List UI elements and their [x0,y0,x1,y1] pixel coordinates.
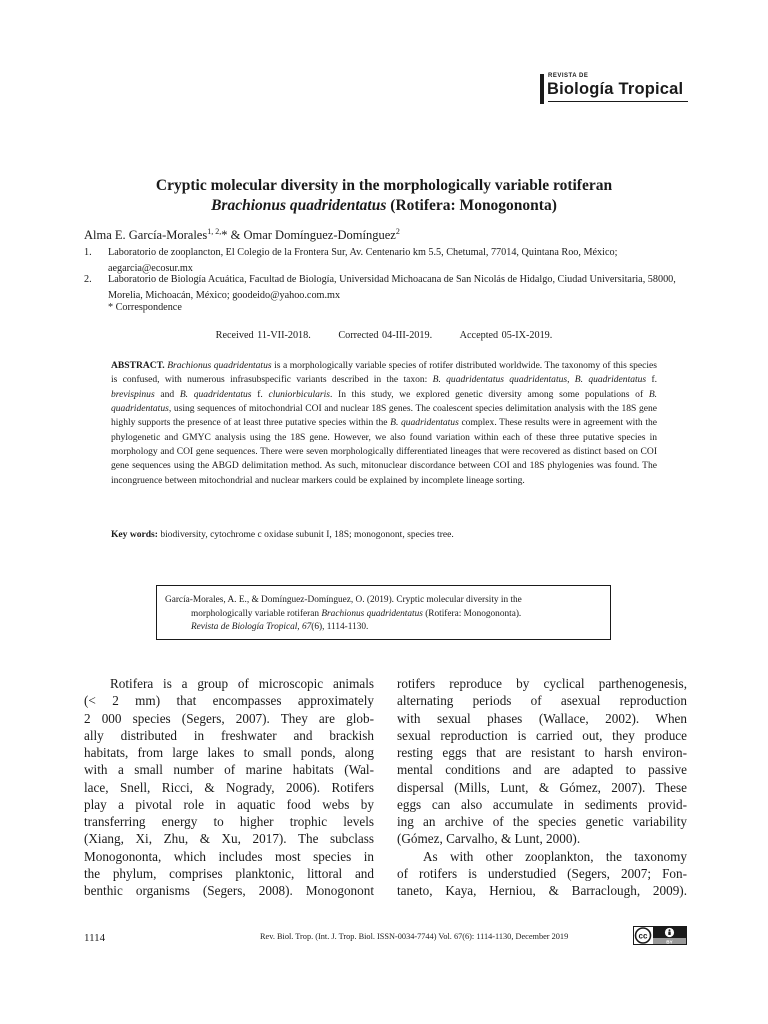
cc-license-badge[interactable] [633,926,687,945]
citation-line-2 [165,608,605,622]
affiliation-number: 2. [84,274,92,285]
body-text-line: the phylum, comprises planktonic, littoral and [84,865,374,881]
citation [165,594,605,635]
abstract-text: f. [251,388,269,400]
body-text-line: sexual reproduction is carried out, they produce [397,727,687,743]
body-text-line: ing an archive of the species genetic variability [397,814,687,829]
body-text-line: mental conditions and are adapted to passive [397,762,687,778]
svg-text:cc: cc [638,931,648,941]
body-text-line: benthic organisms (Segers, 2008). Monogonont [84,883,374,898]
abstract-italic: B. quadridentatus [179,388,252,400]
correspondence-mark: * [221,228,228,243]
abstract-italic: Brachionus quadridentatus [167,360,272,371]
body-text-line: dispersal (Mills, Lunt, & Gómez, 2007). These [397,779,687,795]
abstract-text: and [154,388,180,400]
citation-line-1: García-Morales, A. E., & Domínguez-Domínguez, O. (2019). Cryptic molecular diversity in the [165,595,522,605]
citation-journal: Revista de Biología Tropical, 67 [191,622,312,632]
body-text-line: habitats, from large lakes to small ponds, along [84,745,374,760]
author-1: Alma E. García-Morales [84,228,208,243]
body-text-line: (< 2 mm) that encompasses approximately [84,693,374,709]
abstract-text: , [567,374,575,386]
keywords [111,529,657,540]
journal-logo [540,72,690,106]
keywords-label: Key words: [111,529,158,540]
title-species: Brachionus quadridentatus [211,197,387,214]
abstract-text: , using sequences of mitochondrial COI and nuclear 18S genes. The coalescent species delimitation analysis with the 18S gene highly supports the presence of at least three putative species within the [111,403,657,429]
logo-small-text: REVISTA DE [548,73,589,79]
affiliation-2 [84,272,686,304]
citation-text: (Rotifera: Monogononta). [422,608,522,619]
body-text-line: of rotifers is understudied (Segers, 2007; Fon- [397,865,687,881]
logo-journal-name: Biología Tropical [547,80,684,98]
manuscript-dates [84,330,684,341]
cc-by-label: BY [666,939,673,945]
abstract [111,359,657,488]
logo-bar [540,74,544,104]
abstract-text: f. [646,374,658,386]
body-text-line: with sexual phases (Wallace, 2002). When [397,710,687,726]
date-received: Received 11-VII-2018. [215,330,311,341]
cc-by-icon [633,926,687,945]
abstract-italic: B. quadridentatus [574,374,647,386]
title-taxon: (Rotifera: Monogononta) [386,197,557,214]
body-text-line: ally distributed in freshwater and brackish [84,727,374,743]
body-text-line: rotifers reproduce by cyclical parthenogenesis, [397,676,687,691]
citation-line-3 [165,621,605,635]
author-2-affil: 2 [395,227,400,236]
abstract-italic: B. quadridentatus [111,388,658,415]
logo-rule [548,101,688,102]
authors [84,227,400,243]
abstract-text: is a morphologically variable species of rotifer distributed worldwide. The taxonomy of this species is confused, with numerous infrasubspecific variants described in the taxon: [111,360,657,386]
abstract-italic: B. quadridentatus quadridentatus [432,374,568,386]
abstract-text: complex. These results were in agreement with the phylogenetic and GMYC analysis using the 18S gene. However, we also found variation within each of these three putative species in morphology and COI gene sequences. There were seven morphologically differentiated lineages that were recovered as distinct based on COI gene sequences using the ABGD delimitation method. As such, mitonuclear discordance between COI and 18S phylogenies was found. The incongruence between mitochondrial and nuclear markers could be explained by incomplete lineage sorting. [111,417,658,486]
page-number: 1114 [84,932,106,944]
date-corrected: Corrected 04-III-2019. [338,330,433,341]
body-text-line: alternating periods of asexual reproduction [397,693,687,709]
body-text-line: play a pivotal role in aquatic food webs by [84,796,374,812]
affiliation-text: Laboratorio de zooplancton, El Colegio de la Frontera Sur, Av. Centenario km 5.5, Chetumal, 77014, Quintana Roo, México; aegarcia@ecosur.mx [108,247,618,274]
citation-text: morphologically variable rotiferan [191,608,322,619]
body-text-line: transferring energy to higher trophic levels [84,814,374,829]
citation-species: Brachionus quadridentatus [321,608,423,619]
author-2: Omar Domínguez-Domínguez [243,228,396,243]
body-text-line: resting eggs that are resistant to harsh environ- [397,745,687,760]
body-text-line: 2 000 species (Segers, 2007). They are glob- [84,710,374,726]
body-text-line: Rotifera is a group of microscopic animals [110,676,374,691]
body-text-line: taneto, Kaya, Herniou, & Barraclough, 2009). [397,883,687,898]
keywords-text: biodiversity, cytochrome c oxidase subunit I, 18S; monogonont, species tree. [157,529,454,540]
abstract-italic: B. quadridentatus [390,417,459,429]
body-text-line: eggs can also accumulate in sediments provid- [397,796,687,812]
body-text-line: with a small number of marine habitats (Wal- [84,762,374,778]
body-text-line: As with other zooplankton, the taxonomy [423,848,687,864]
title-line-2 [84,196,684,216]
body-column-left [84,675,374,899]
abstract-italic: cluniorbicularis [268,388,330,400]
body-text-line: (Gómez, Carvalho, & Lunt, 2000). [397,831,581,847]
citation-issue: (6), 1114-1130. [311,622,369,632]
author-separator: & [227,228,244,243]
body-column-right [397,675,687,899]
abstract-label: ABSTRACT. [111,360,165,371]
affiliation-text: Laboratorio de Biología Acuática, Facultad de Biología, Universidad Michoacana de San Nicolás de Hidalgo, Ciudad Universitaria, 58000, Morelia, Michoacán, México; goodeido@yahoo.com.mx [108,274,676,301]
body-text-line: lace, Snell, Ricci, & Nogrady, 2006). Rotifers [84,779,374,795]
body-text-line: (Xiang, Xi, Zhu, & Xu, 2017). The subclass [84,831,374,847]
title-line-1: Cryptic molecular diversity in the morphologically variable rotiferan [155,177,613,194]
footer-reference: Rev. Biol. Trop. (Int. J. Trop. Biol. ISSN-0034-7744) Vol. 67(6): 1114-1130, December 2019 [260,932,569,941]
body-text-line: Monogononta, which includes most species in [84,848,374,864]
correspondence-note: * Correspondence [108,302,182,313]
author-1-affil: 1, 2, [207,227,222,236]
abstract-text: . In this study, we explored genetic diversity among some populations of [329,388,649,400]
affiliation-number: 1. [84,247,92,258]
article-title [84,176,684,216]
date-accepted: Accepted 05-IX-2019. [459,330,553,341]
abstract-italic: brevispinus [111,388,155,400]
